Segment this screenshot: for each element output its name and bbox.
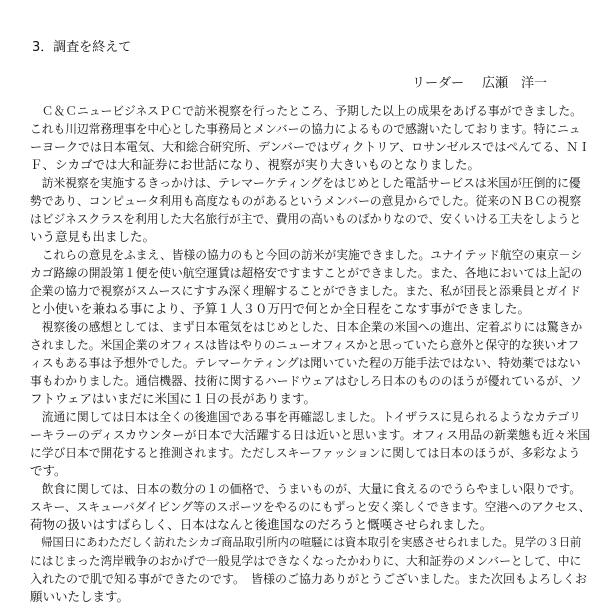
text-line: スキー、スキューバダイビング等のスポーツをやるのにもずっと安く楽しくできます。空港へのアクセス、 xyxy=(30,500,590,514)
text-line: と小使いを兼ねる事により、予算１人３０万円で何とか全日程をこなす事ができました。 xyxy=(30,301,531,316)
text-line: いう意見も出ました。 xyxy=(30,229,156,244)
text-line: です。 xyxy=(30,463,67,478)
text-line: ーヨークでは日本電気、大和総合研究所、デンバーではヴィクトリア、ロサンゼルスではぺんてる、ＮＩ xyxy=(30,140,590,154)
author-line xyxy=(412,76,547,92)
text-line: Ｆ、シカゴでは大和証券にお世話になり、視察が実り大きいものとなりました。 xyxy=(30,157,481,172)
text-line: 視察後の感想としては、まず日本電気をはじめとした、日本企業の米国への進出、定着ぶりには驚きか xyxy=(30,320,583,334)
text-line: 訪米視察を実施するきっかけは、テレマーケティングをはじめとした電話サービスは米国が圧倒的に優 xyxy=(30,176,581,190)
text-line: に学び日本で開花すると推測されます。ただしスキーファッションに関しては日本のほうが、多彩なよう xyxy=(30,446,581,460)
section-heading: 3．調査を終えて xyxy=(32,40,132,55)
body-text xyxy=(30,102,590,606)
text-line: 企業の協力で視察がスムースにすすみ深く理解することができました。また、私が団長と添乗員とガイド xyxy=(30,284,581,298)
text-line: 事もわかりました。通信機器、技術に関するハードウェアはむしろ日本のもののほうが優れているが、ソ xyxy=(30,374,582,388)
author-name: 広瀬 洋一 xyxy=(481,76,547,91)
text-line: にはじまった湾岸戦争のおかげで一般見学はできなくなったかわりに、大和証券のメンバーとして、中に xyxy=(30,554,582,568)
text-line: 勢であり、コンピュータ利用も高度なものがあるというメンバーの意見からでした。従来のＮＢＣの視察 xyxy=(30,194,582,208)
text-line: 飲食に関しては、日本の数分の１の価格で、うまいものが、大量に食えるのでうらやましい限りです。 xyxy=(30,482,582,496)
text-line: これらの意見をふまえ、皆様の協力のもと今回の訪米が実施できました。ユナイテッド航空の東京－シ xyxy=(30,248,583,262)
text-line: カゴ路線の開設第１便を使い航空運賃は超格安ですますことができました。また、各地においては上記の xyxy=(30,266,583,280)
text-line: これも川辺常務理事を中心とした事務局とメンバーの協力によるもので感謝いたしております。特にニュ xyxy=(30,122,581,136)
text-line: 帰国日にあわただしく訪れたシカゴ商品取引所内の喧騒には資本取引を実感させられました。見学の３日前 xyxy=(30,536,582,549)
text-line: 入れたので肌で知る事ができたのです。 皆様のご協力ありがとうございました。また次回もよろしくお xyxy=(30,572,588,586)
text-line: 荷物の扱いはすばらしく、日本はなんと後進国なのだろうと慨嘆させられました。 xyxy=(30,517,493,532)
text-line: ーキラーのディスカウンターが日本で大活躍する日は近いと思います。オフィス用品の新業態も近々米国 xyxy=(30,428,590,442)
text-line: 流通に関しては日本は全くの後進国である事を再確認しました。トイザラスに見られるようなカテゴリ xyxy=(30,410,581,424)
author-role: リーダー xyxy=(411,76,464,91)
text-line: 願いいたします。 xyxy=(30,589,130,604)
text-line: フトウェアはいまだに米国に１日の長があります。 xyxy=(30,391,317,406)
text-line: ィスもある事は予想外でした。テレマーケティングは聞いていた程の万能手法ではない、特効薬ではない xyxy=(30,356,581,370)
text-line: Ｃ＆ＣニュービジネスＰＣで訪米視察を行ったところ、予期した以上の成果をあげる事ができました。 xyxy=(30,104,582,118)
text-line: されました。米国企業のオフィスは皆はやりのニューオフィスかと思っていたら意外と保守的な狭いオフ xyxy=(30,338,580,352)
text-line: はビジネスクラスを利用した大名旅行が主で、費用の高いものばかりなので、安くいける工夫をしようと xyxy=(30,212,582,226)
